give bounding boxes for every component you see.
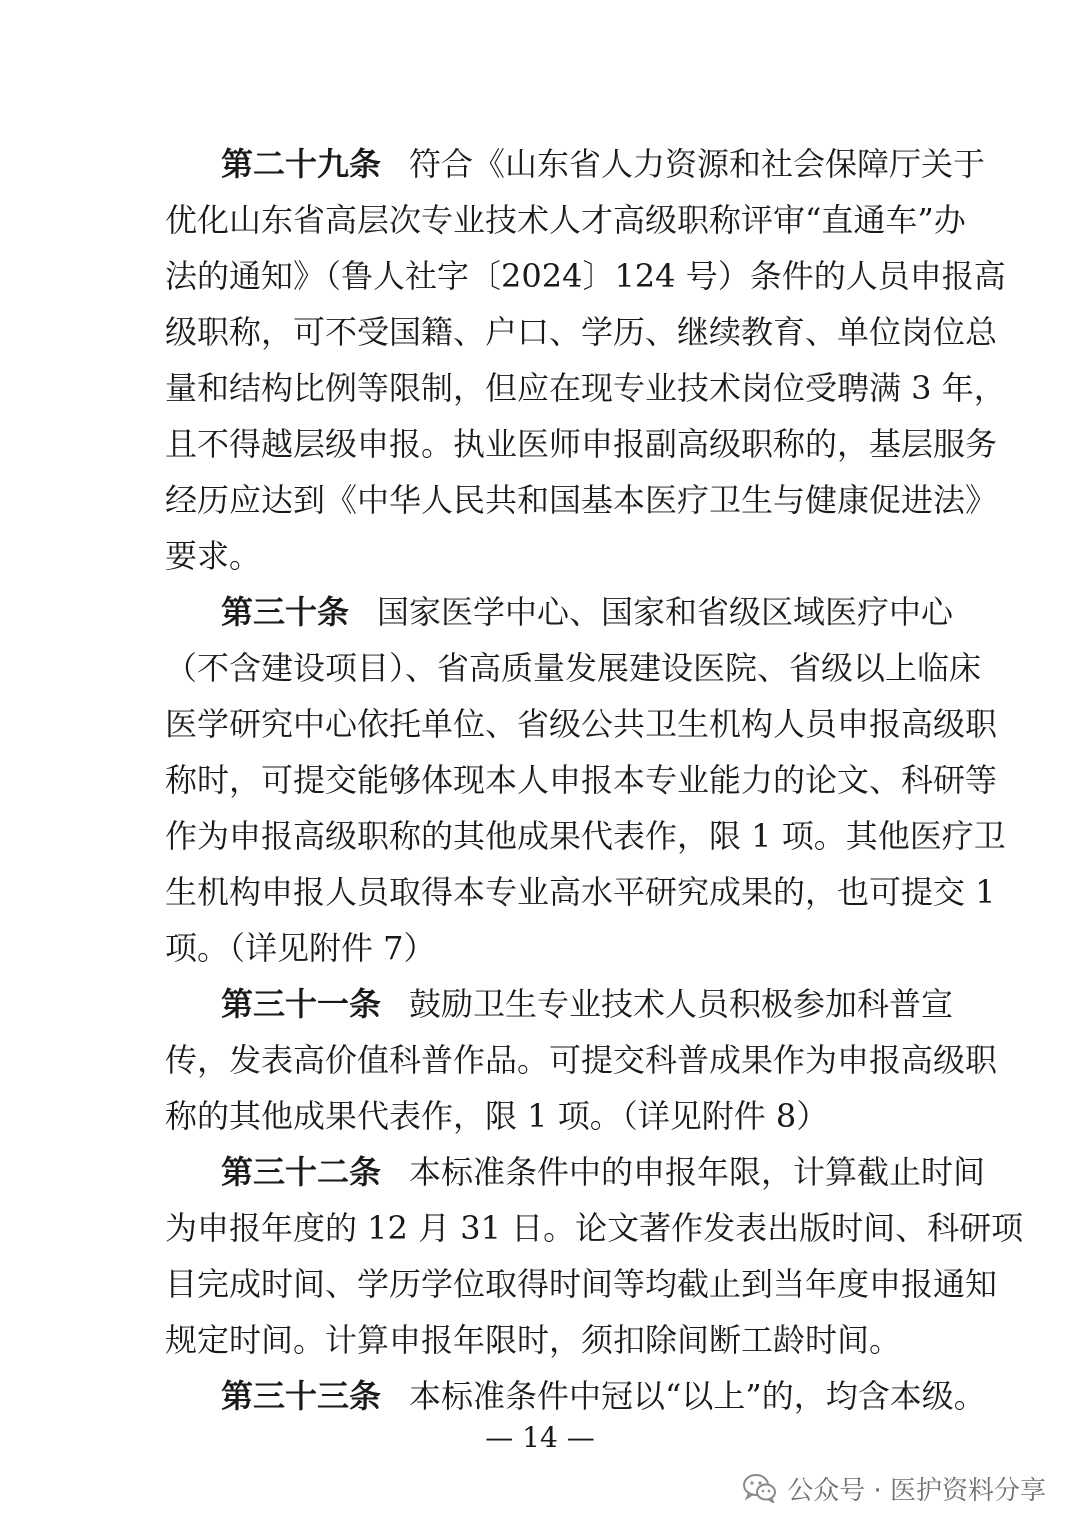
article-29-line-1: 第二十九条 符合《山东省人力资源和社会保障厅关于 xyxy=(221,145,986,183)
article-31-line-3: 称的其他成果代表作，限 1 项。（详见附件 8） xyxy=(165,1097,829,1135)
article-32-line-1: 第三十二条 本标准条件中的申报年限，计算截止时间 xyxy=(221,1153,986,1191)
article-31-number: 第三十一条 xyxy=(221,985,382,1023)
article-31-line-2: 传，发表高价值科普作品。可提交科普成果作为申报高级职 xyxy=(165,1041,998,1079)
page-number: — 14 — xyxy=(485,1421,595,1454)
article-29-line-8: 要求。 xyxy=(165,537,262,575)
wechat-icon xyxy=(743,1473,777,1503)
watermark-text: 公众号 · 医护资料分享 xyxy=(787,1475,1046,1506)
article-29-line-6: 且不得越层级申报。执业医师申报副高级职称的，基层服务 xyxy=(165,425,998,463)
article-30-line-1: 第三十条 国家医学中心、国家和省级区域医疗中心 xyxy=(221,593,954,631)
article-29-line-2: 优化山东省高层次专业技术人才高级职称评审“直通车”办 xyxy=(165,201,966,239)
article-30-line-3: 医学研究中心依托单位、省级公共卫生机构人员申报高级职 xyxy=(165,705,998,743)
article-29-line-7: 经历应达到《中华人民共和国基本医疗卫生与健康促进法》 xyxy=(165,481,998,519)
article-32-number: 第三十二条 xyxy=(221,1153,382,1191)
article-33-number: 第三十三条 xyxy=(221,1377,382,1415)
article-31-line-1: 第三十一条 鼓励卫生专业技术人员积极参加科普宣 xyxy=(221,985,954,1023)
article-30-line-5: 作为申报高级职称的其他成果代表作，限 1 项。其他医疗卫 xyxy=(165,817,1006,855)
article-33-line-1: 第三十三条 本标准条件中冠以“以上”的，均含本级。 xyxy=(221,1377,986,1415)
article-29-line-4: 级职称，可不受国籍、户口、学历、继续教育、单位岗位总 xyxy=(165,313,998,351)
article-29-line-3: 法的通知》（鲁人社字〔2024〕124 号）条件的人员申报高 xyxy=(165,257,1006,295)
article-32-line-4: 规定时间。计算申报年限时，须扣除间断工龄时间。 xyxy=(165,1321,902,1359)
article-32-line-2: 为申报年度的 12 月 31 日。论文著作发表出版时间、科研项 xyxy=(165,1209,1024,1247)
article-30-line-4: 称时，可提交能够体现本人申报本专业能力的论文、科研等 xyxy=(165,761,998,799)
article-29-number: 第二十九条 xyxy=(221,145,382,183)
article-32-line-3: 目完成时间、学历学位取得时间等均截止到当年度申报通知 xyxy=(165,1265,998,1303)
article-30-line-2: （不含建设项目）、省高质量发展建设医院、省级以上临床 xyxy=(165,649,982,687)
article-30-line-7: 项。（详见附件 7） xyxy=(165,929,436,967)
watermark xyxy=(743,1470,1046,1506)
article-30-number: 第三十条 xyxy=(221,593,350,631)
article-30-line-6: 生机构申报人员取得本专业高水平研究成果的，也可提交 1 xyxy=(165,873,996,911)
article-29-line-5: 量和结构比例等限制，但应在现专业技术岗位受聘满 3 年， xyxy=(165,369,1006,407)
